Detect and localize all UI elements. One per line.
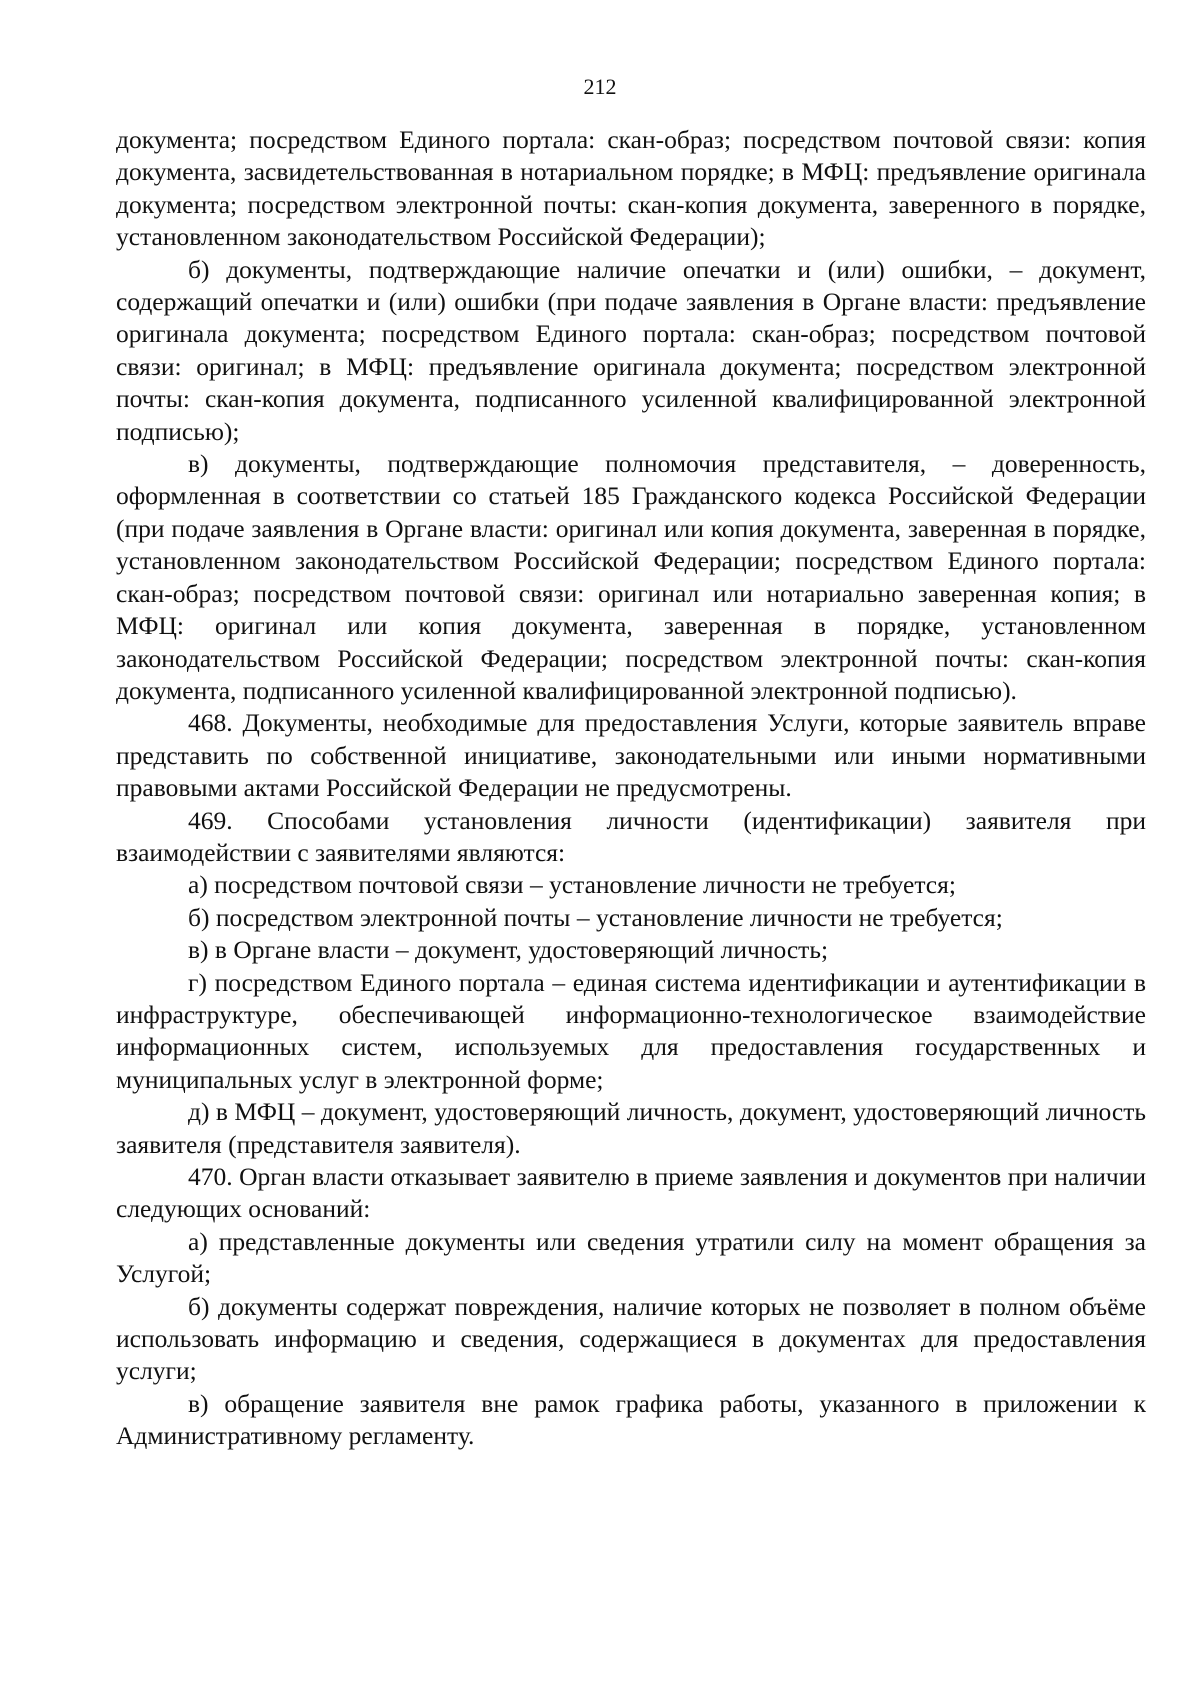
paragraph-470-b: б) документы содержат повреждения, наличие которых не позволяет в полном объёме использовать информацию и сведения, содержащиеся в документах для предоставления услуги;: [116, 1291, 1146, 1386]
paragraph-continuation: документа; посредством Единого портала: скан-образ; посредством почтовой связи: копия документа, засвидетельствованная в нотариальном порядке; в МФЦ: предъявление оригинала документа; посредством электронной почты: скан-копия документа, заверенного в порядке, установленном законодательством Российской Федерации);: [116, 125, 1146, 252]
document-body: [116, 124, 1146, 1453]
paragraph-item-v-representative: в) документы, подтверждающие полномочия представителя, – доверенность, оформленная в соответствии со статьей 185 Гражданского кодекса Российской Федерации (при подаче заявления в Органе власти: оригинал или копия документа, заверенная в порядке, установленном законодательством Российской Федерации; посредством Единого портала: скан-образ; посредством почтовой связи: оригинал или нотариально заверенная копия; в МФЦ: оригинал или копия документа, заверенная в порядке, установленном законодательством Российской Федерации; посредством электронной почты: скан-копия документа, подписанного усиленной квалифицированной электронной подписью).: [116, 449, 1146, 705]
paragraph-469-b: б) посредством электронной почты – установление личности не требуется;: [188, 902, 1003, 932]
paragraph-469-a: а) посредством почтовой связи – установление личности не требуется;: [188, 870, 956, 900]
paragraph-469-v: в) в Органе власти – документ, удостоверяющий личность;: [188, 935, 829, 965]
paragraph-468: 468. Документы, необходимые для предоставления Услуги, которые заявитель вправе представить по собственной инициативе, законодательными или иными нормативными правовыми актами Российской Федерации не предусмотрены.: [116, 708, 1146, 803]
paragraph-469-d: д) в МФЦ – документ, удостоверяющий личность, документ, удостоверяющий личность заявителя (представителя заявителя).: [116, 1097, 1146, 1159]
page-number: 212: [583, 74, 617, 99]
paragraph-469: 469. Способами установления личности (идентификации) заявителя при взаимодействии с заявителями являются:: [116, 805, 1146, 867]
paragraph-469-g: г) посредством Единого портала – единая система идентификации и аутентификации в инфраструктуре, обеспечивающей информационно-технологическое взаимодействие информационных систем, используемых для предоставления государственных и муниципальных услуг в электронной форме;: [116, 967, 1146, 1094]
paragraph-item-b-errors: б) документы, подтверждающие наличие опечатки и (или) ошибки, – документ, содержащий опечатки и (или) ошибки (при подаче заявления в Органе власти: предъявление оригинала документа; посредством Единого портала: скан-образ; посредством почтовой связи: оригинал; в МФЦ: предъявление оригинала документа; посредством электронной почты: скан-копия документа, подписанного усиленной квалифицированной электронной подписью);: [116, 254, 1146, 446]
paragraph-470: 470. Орган власти отказывает заявителю в приеме заявления и документов при наличии следующих оснований:: [116, 1162, 1146, 1224]
paragraph-470-v: в) обращение заявителя вне рамок графика работы, указанного в приложении к Административному регламенту.: [116, 1388, 1146, 1451]
paragraph-470-a: а) представленные документы или сведения утратили силу на момент обращения за Услугой;: [116, 1226, 1146, 1289]
